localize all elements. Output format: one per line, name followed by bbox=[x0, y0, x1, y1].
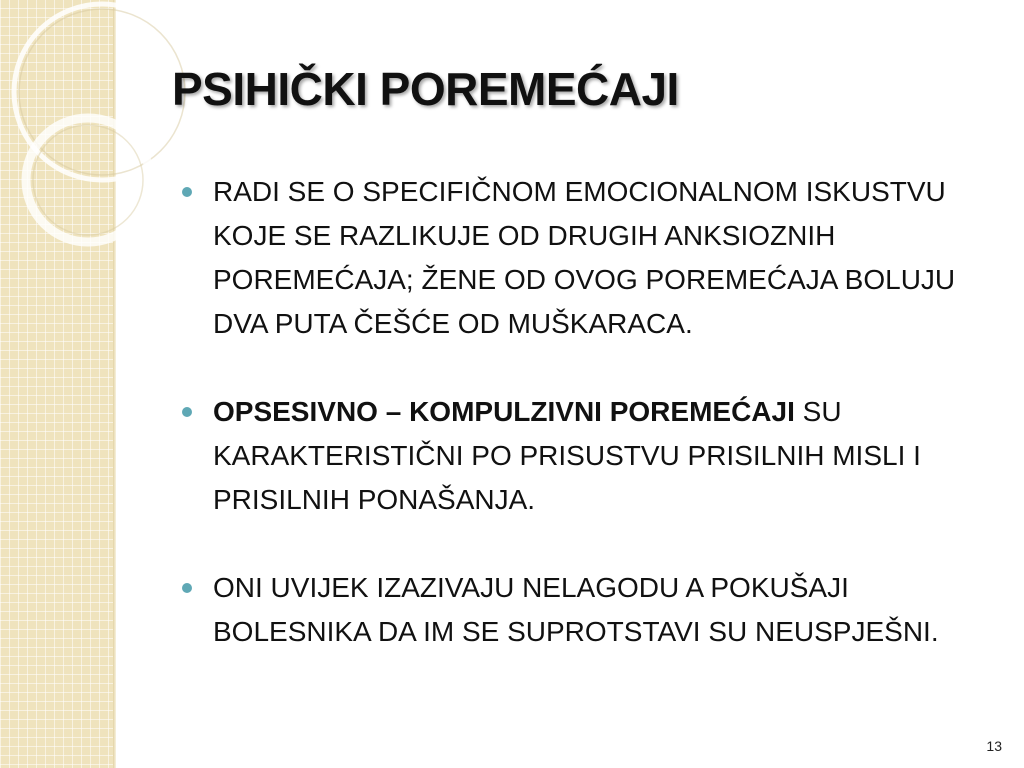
bullet-bold-text: OPSESIVNO – KOMPULZIVNI POREMEĆAJI bbox=[213, 396, 795, 427]
bullet-item bbox=[180, 170, 990, 346]
bullet-item bbox=[180, 390, 990, 522]
bullet-dot-icon bbox=[182, 583, 192, 593]
bullet-dot-icon bbox=[182, 407, 192, 417]
slide-title: PSIHIČKI POREMEĆAJI bbox=[172, 63, 679, 115]
bullet-list bbox=[180, 170, 990, 654]
decorative-ring-large-shadow bbox=[19, 9, 185, 175]
bullet-item bbox=[180, 566, 990, 654]
bullet-text: SU KARAKTERISTIČNI PO PRISUSTVU PRISILNIH MISLI I PRISILNIH PONAŠANJA. bbox=[213, 396, 921, 515]
bullet-text: ONI UVIJEK IZAZIVAJU NELAGODU A POKUŠAJI BOLESNIKA DA IM SE SUPROTSTAVI SU NEUSPJEŠNI. bbox=[213, 572, 939, 647]
bullet-text: RADI SE O SPECIFIČNOM EMOCIONALNOM ISKUSTVU KOJE SE RAZLIKUJE OD DRUGIH ANKSIOZNIH POREMEĆAJA; ŽENE OD OVOG POREMEĆAJA BOLUJU DVA PUTA ČEŠĆE OD MUŠKARACA. bbox=[213, 176, 956, 339]
bullet-dot-icon bbox=[182, 187, 192, 197]
page-number: 13 bbox=[986, 738, 1002, 754]
decorative-rings bbox=[0, 0, 200, 260]
